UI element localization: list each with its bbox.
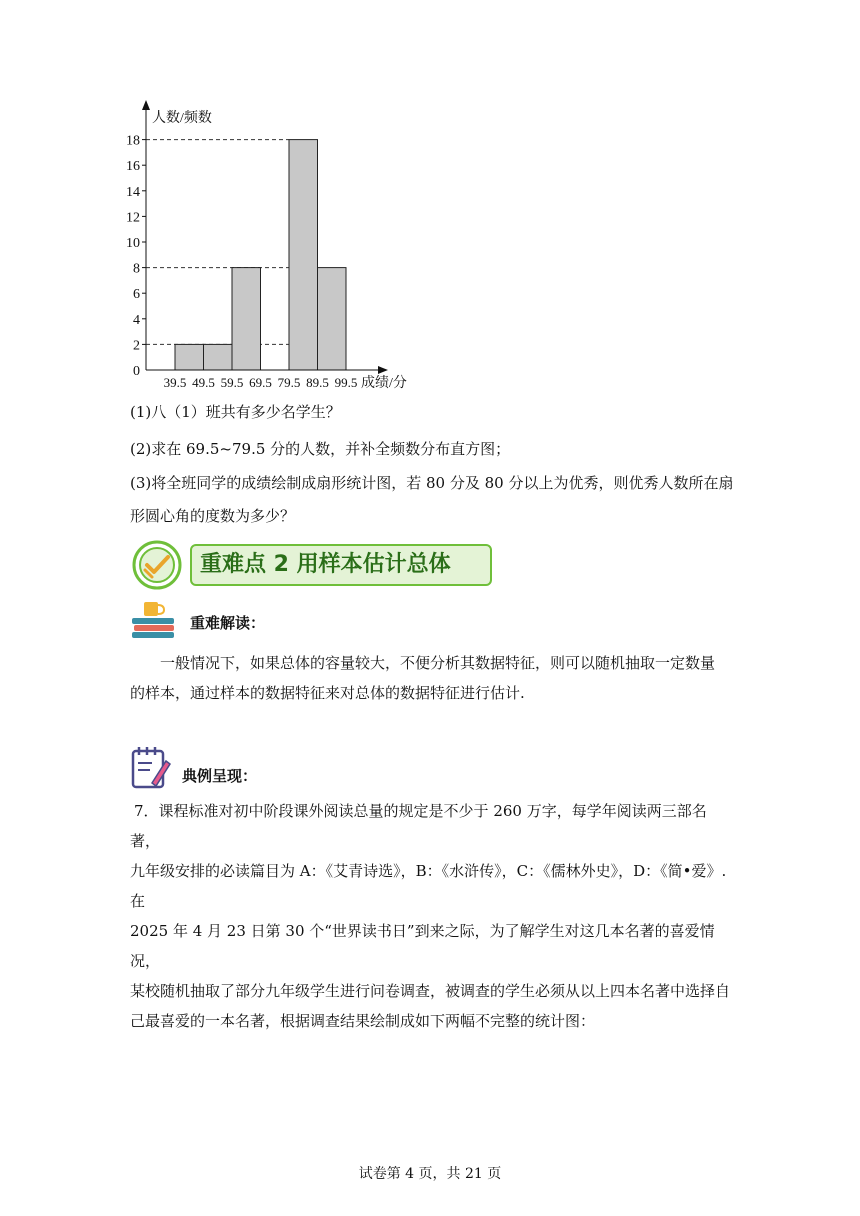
y-tick-label: 6 xyxy=(133,287,140,303)
y-axis-label: 人数/频数 xyxy=(152,111,212,126)
question-3: (3)将全班同学的成绩绘制成扇形统计图，若 80 分及 80 分以上为优秀，则优秀人数所在扇 xyxy=(130,474,734,492)
y-tick-label: 0 xyxy=(133,364,140,379)
x-tick-label: 79.5 xyxy=(277,375,301,390)
y-tick-label: 2 xyxy=(133,338,140,354)
books-cup-icon xyxy=(130,600,178,640)
y-tick-label: 16 xyxy=(126,159,140,175)
question-1: (1)八（1）班共有多少名学生？ xyxy=(130,403,341,421)
example-line-5: 己最喜爱的一本名著，根据调查结果绘制成如下两幅不完整的统计图： xyxy=(130,1012,596,1030)
histogram-bar xyxy=(318,268,347,370)
example-line-3: 2025 年 4 月 23 日第 30 个“世界读书日”到来之际，为了解学生对这几本名著的喜爱情况， xyxy=(130,922,715,970)
question-3-continued: 形圆心角的度数为多少？ xyxy=(130,507,296,525)
question-2: (2)求在 69.5~79.5 分的人数，并补全频数分布直方图； xyxy=(130,440,511,458)
x-tick-label: 89.5 xyxy=(306,375,329,390)
frequency-histogram xyxy=(118,96,418,396)
x-tick-label: 39.5 xyxy=(163,375,187,390)
analysis-text xyxy=(130,648,735,708)
example-text xyxy=(130,796,735,1036)
y-tick-label: 14 xyxy=(126,184,140,200)
analysis-line-2: 的样本，通过样本的数据特征来对总体的数据特征进行估计. xyxy=(130,684,525,702)
y-tick-label: 12 xyxy=(126,210,140,226)
section-banner xyxy=(132,540,492,590)
x-tick-label: 69.5 xyxy=(249,375,272,390)
y-tick-label: 8 xyxy=(133,261,140,277)
y-axis-arrow xyxy=(142,100,150,110)
x-axis-label: 成绩/分 xyxy=(361,376,407,391)
analysis-line-1: 一般情况下，如果总体的容量较大，不便分析其数据特征，则可以随机抽取一定数量 xyxy=(160,654,716,672)
analysis-label: 重难解读： xyxy=(190,614,266,632)
x-tick-label: 99.5 xyxy=(334,375,358,390)
histogram-bar xyxy=(175,344,204,370)
x-tick-label: 49.5 xyxy=(192,375,215,390)
notepad-pen-icon xyxy=(130,745,172,791)
example-line-1: 7．课程标准对初中阶段课外阅读总量的规定是不少于 260 万字，每学年阅读两三部名著， xyxy=(130,802,707,850)
x-tick-label: 59.5 xyxy=(220,375,244,390)
page-footer: 试卷第 4 页，共 21 页 xyxy=(358,1166,502,1182)
histogram-bar xyxy=(204,344,233,370)
y-tick-label: 18 xyxy=(126,133,140,149)
y-tick-label: 4 xyxy=(133,312,140,328)
example-label: 典例呈现： xyxy=(182,767,258,785)
y-tick-label: 10 xyxy=(126,236,140,251)
example-line-2: 九年级安排的必读篇目为 A：《艾青诗选》，B：《水浒传》，C：《儒林外史》，D：《简•爱》. 在 xyxy=(130,862,727,910)
histogram-bar xyxy=(289,140,318,370)
banner-title: 重难点 2 用样本估计总体 xyxy=(200,552,451,577)
x-axis-arrow xyxy=(378,366,388,374)
check-circle-icon xyxy=(132,540,182,590)
histogram-bar xyxy=(232,268,261,370)
example-line-4: 某校随机抽取了部分九年级学生进行问卷调查，被调查的学生必须从以上四本名著中选择自 xyxy=(130,982,731,1000)
